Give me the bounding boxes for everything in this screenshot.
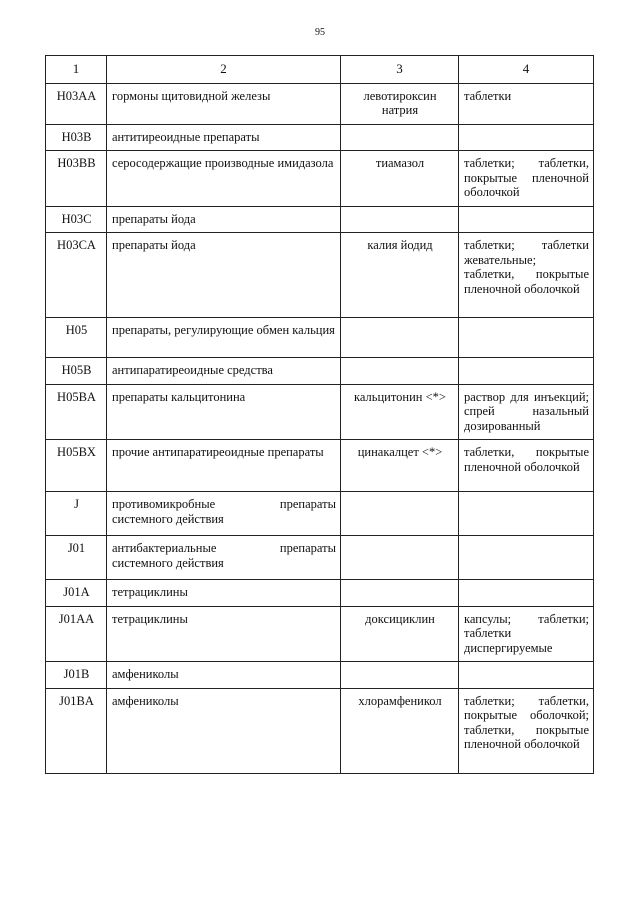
table-row [46, 358, 594, 385]
drug-name-cell [341, 206, 459, 233]
drug-name-cell: доксициклин [341, 606, 459, 662]
group-name-cell: прочие антипаратиреоидные препараты [107, 440, 341, 492]
atc-code-cell: J01B [46, 662, 107, 689]
atc-code-cell: J01BA [46, 688, 107, 773]
dosage-form-cell: таблетки, покрытые пленочной оболочкой [459, 440, 594, 492]
table-row [46, 206, 594, 233]
drug-name-cell: хлорамфеникол [341, 688, 459, 773]
dosage-form-cell: таблетки; таблетки, покрытые оболочкой; таблетки, покрытые пленочной оболочкой [459, 688, 594, 773]
drug-name-cell: левотироксин натрия [341, 83, 459, 124]
drug-name-cell: кальцитонин <*> [341, 384, 459, 440]
dosage-form-cell [459, 492, 594, 536]
drug-name-cell [341, 536, 459, 580]
dosage-form-cell [459, 124, 594, 151]
group-name-cell: амфениколы [107, 688, 341, 773]
table-row [46, 536, 594, 580]
header-cell: 4 [459, 56, 594, 84]
dosage-form-cell [459, 662, 594, 689]
drug-name-cell: цинакалцет <*> [341, 440, 459, 492]
atc-code-cell: J [46, 492, 107, 536]
group-name-cell: препараты йода [107, 206, 341, 233]
drug-name-cell [341, 662, 459, 689]
dosage-form-cell [459, 206, 594, 233]
drug-name-cell [341, 318, 459, 358]
atc-code-cell: H03AA [46, 83, 107, 124]
group-name-cell: препараты, регулирующие обмен кальция [107, 318, 341, 358]
drug-name-cell [341, 124, 459, 151]
table-row [46, 440, 594, 492]
dosage-form-cell [459, 318, 594, 358]
group-name-cell: серосодержащие производные имидазола [107, 151, 341, 207]
group-name-cell: препараты кальцитонина [107, 384, 341, 440]
table-row [46, 606, 594, 662]
drug-name-cell [341, 358, 459, 385]
dosage-form-cell: капсулы; таблетки; таблетки диспергируемые [459, 606, 594, 662]
table-row [46, 662, 594, 689]
page-number: 95 [315, 27, 325, 38]
header-cell: 1 [46, 56, 107, 84]
table-row [46, 384, 594, 440]
header-cell: 3 [341, 56, 459, 84]
drug-name-cell: калия йодид [341, 233, 459, 318]
atc-code-cell: J01A [46, 580, 107, 607]
atc-code-cell: J01 [46, 536, 107, 580]
drug-name-cell [341, 580, 459, 607]
atc-code-cell: H03BB [46, 151, 107, 207]
atc-code-cell: H03C [46, 206, 107, 233]
atc-code-cell: J01AA [46, 606, 107, 662]
atc-code-cell: H05B [46, 358, 107, 385]
table-row [46, 151, 594, 207]
header-row [46, 56, 594, 84]
drug-name-cell: тиамазол [341, 151, 459, 207]
group-name-cell: амфениколы [107, 662, 341, 689]
dosage-form-cell: таблетки; таблетки жевательные; таблетки, покрытые пленочной оболочкой [459, 233, 594, 318]
group-name-cell: антибактериальные препараты системного действия [107, 536, 341, 580]
table-row [46, 233, 594, 318]
table-row [46, 688, 594, 773]
atc-code-cell: H03B [46, 124, 107, 151]
dosage-form-cell [459, 358, 594, 385]
table-row [46, 83, 594, 124]
group-name-cell: антипаратиреоидные средства [107, 358, 341, 385]
atc-code-cell: H05BA [46, 384, 107, 440]
drug-table [45, 55, 594, 774]
group-name-cell: тетрациклины [107, 580, 341, 607]
drug-name-cell [341, 492, 459, 536]
dosage-form-cell: раствор для инъекций; спрей назальный дозированный [459, 384, 594, 440]
group-name-cell: антитиреоидные препараты [107, 124, 341, 151]
dosage-form-cell [459, 536, 594, 580]
header-cell: 2 [107, 56, 341, 84]
atc-code-cell: H03CA [46, 233, 107, 318]
table-row [46, 318, 594, 358]
atc-code-cell: H05BX [46, 440, 107, 492]
group-name-cell: противомикробные препараты системного действия [107, 492, 341, 536]
dosage-form-cell: таблетки [459, 83, 594, 124]
dosage-form-cell [459, 580, 594, 607]
dosage-form-cell: таблетки; таблетки, покрытые пленочной оболочкой [459, 151, 594, 207]
atc-code-cell: H05 [46, 318, 107, 358]
group-name-cell: гормоны щитовидной железы [107, 83, 341, 124]
group-name-cell: тетрациклины [107, 606, 341, 662]
group-name-cell: препараты йода [107, 233, 341, 318]
table-row [46, 492, 594, 536]
table-row [46, 580, 594, 607]
table-row [46, 124, 594, 151]
